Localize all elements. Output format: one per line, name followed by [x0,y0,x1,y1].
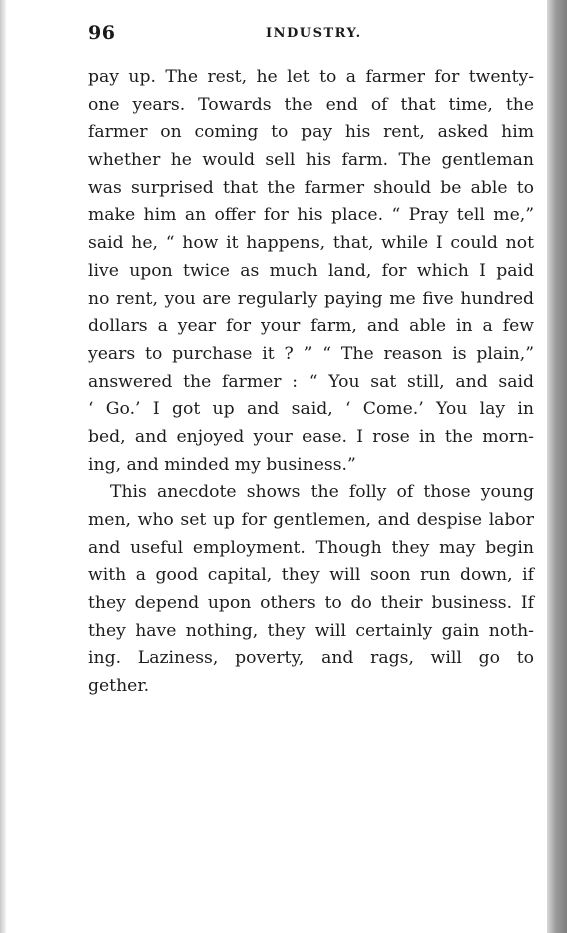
text-line: they have nothing, they will certainly gain noth- [88,620,534,641]
text-line: gether. [88,676,150,697]
text-line: bed, and enjoyed your ease. I rose in the morn- [88,426,534,447]
text-line: dollars a year for your farm, and able in a few [88,316,534,337]
text-line: ing, and minded my business.” [88,454,356,475]
page-header [88,22,534,46]
text-line: they depend upon others to do their business. If [88,593,534,614]
text-line: years to purchase it ? ” “ The reason is plain,” [88,343,534,364]
text-line: This anecdote shows the folly of those young [110,482,534,503]
text-line: live upon twice as much land, for which I paid [88,260,534,281]
body-text [88,64,534,701]
text-line: make him an offer for his place. “ Pray tell me,” [88,205,534,226]
page-number: 96 [88,22,116,44]
text-line: farmer on coming to pay his rent, asked him [88,122,534,143]
text-line: said he, “ how it happens, that, while I could not [88,233,534,254]
text-line: and useful employment. Though they may begin [88,537,534,558]
text-line: answered the farmer : “ You sat still, and said [88,371,534,392]
page-edge-right [547,0,567,933]
text-line: pay up. The rest, he let to a farmer for twenty- [88,67,534,87]
text-line: whether he would sell his farm. The gentleman [88,150,534,171]
text-line: with a good capital, they will soon run down, if [88,565,534,586]
text-line: ing. Laziness, poverty, and rags, will go to [88,648,534,669]
text-line: men, who set up for gentlemen, and despise labor [88,510,534,530]
text-line: was surprised that the farmer should be able to [88,177,534,198]
text-line: no rent, you are regularly paying me five hundred [88,288,534,309]
paragraph-1 [88,64,534,479]
running-head: INDUSTRY. [266,26,362,41]
page-edge-left [0,0,6,933]
text-line: ‘ Go.’ I got up and said, ‘ Come.’ You lay in [88,399,534,420]
paragraph-2 [88,479,534,701]
text-line: one years. Towards the end of that time, the [88,94,534,115]
